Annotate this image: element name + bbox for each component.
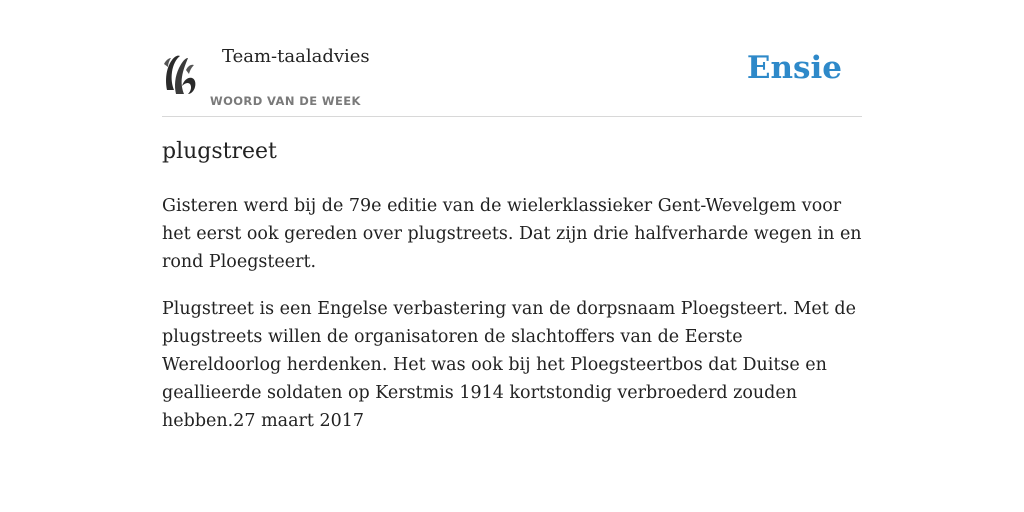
article-date: 27 maart 2017 [233, 411, 365, 431]
page-container [162, 0, 862, 431]
brand-logo-link[interactable]: Ensie [746, 50, 842, 86]
article-paragraph-text: Plugstreet is een Engelse verbastering van de dorpsnaam Ploegsteert. Met de plugstreets willen de organisatoren de slachtoffers van de Eerste Wereldoorlog herdenken. Het was ook bij het Ploegsteertbos dat Duitse en geallieerde soldaten op Kerstmis 1914 kortstondig verbroederd zouden hebben. [162, 299, 856, 431]
article-paragraph: Gisteren werd bij de 79e editie van de wielerklassieker Gent-Wevelgem voor het eerst ook gereden over plugstreets. Dat zijn drie halfverharde wegen in en rond Ploegsteert. [162, 196, 862, 272]
flemish-lion-logo-icon [162, 50, 198, 96]
article-paragraph [162, 295, 862, 435]
page-header [162, 0, 862, 117]
section-label: WOORD VAN DE WEEK [210, 94, 361, 108]
article-body [162, 192, 862, 454]
team-name[interactable]: Team-taaladvies [222, 46, 370, 67]
page-title: plugstreet [162, 139, 277, 164]
